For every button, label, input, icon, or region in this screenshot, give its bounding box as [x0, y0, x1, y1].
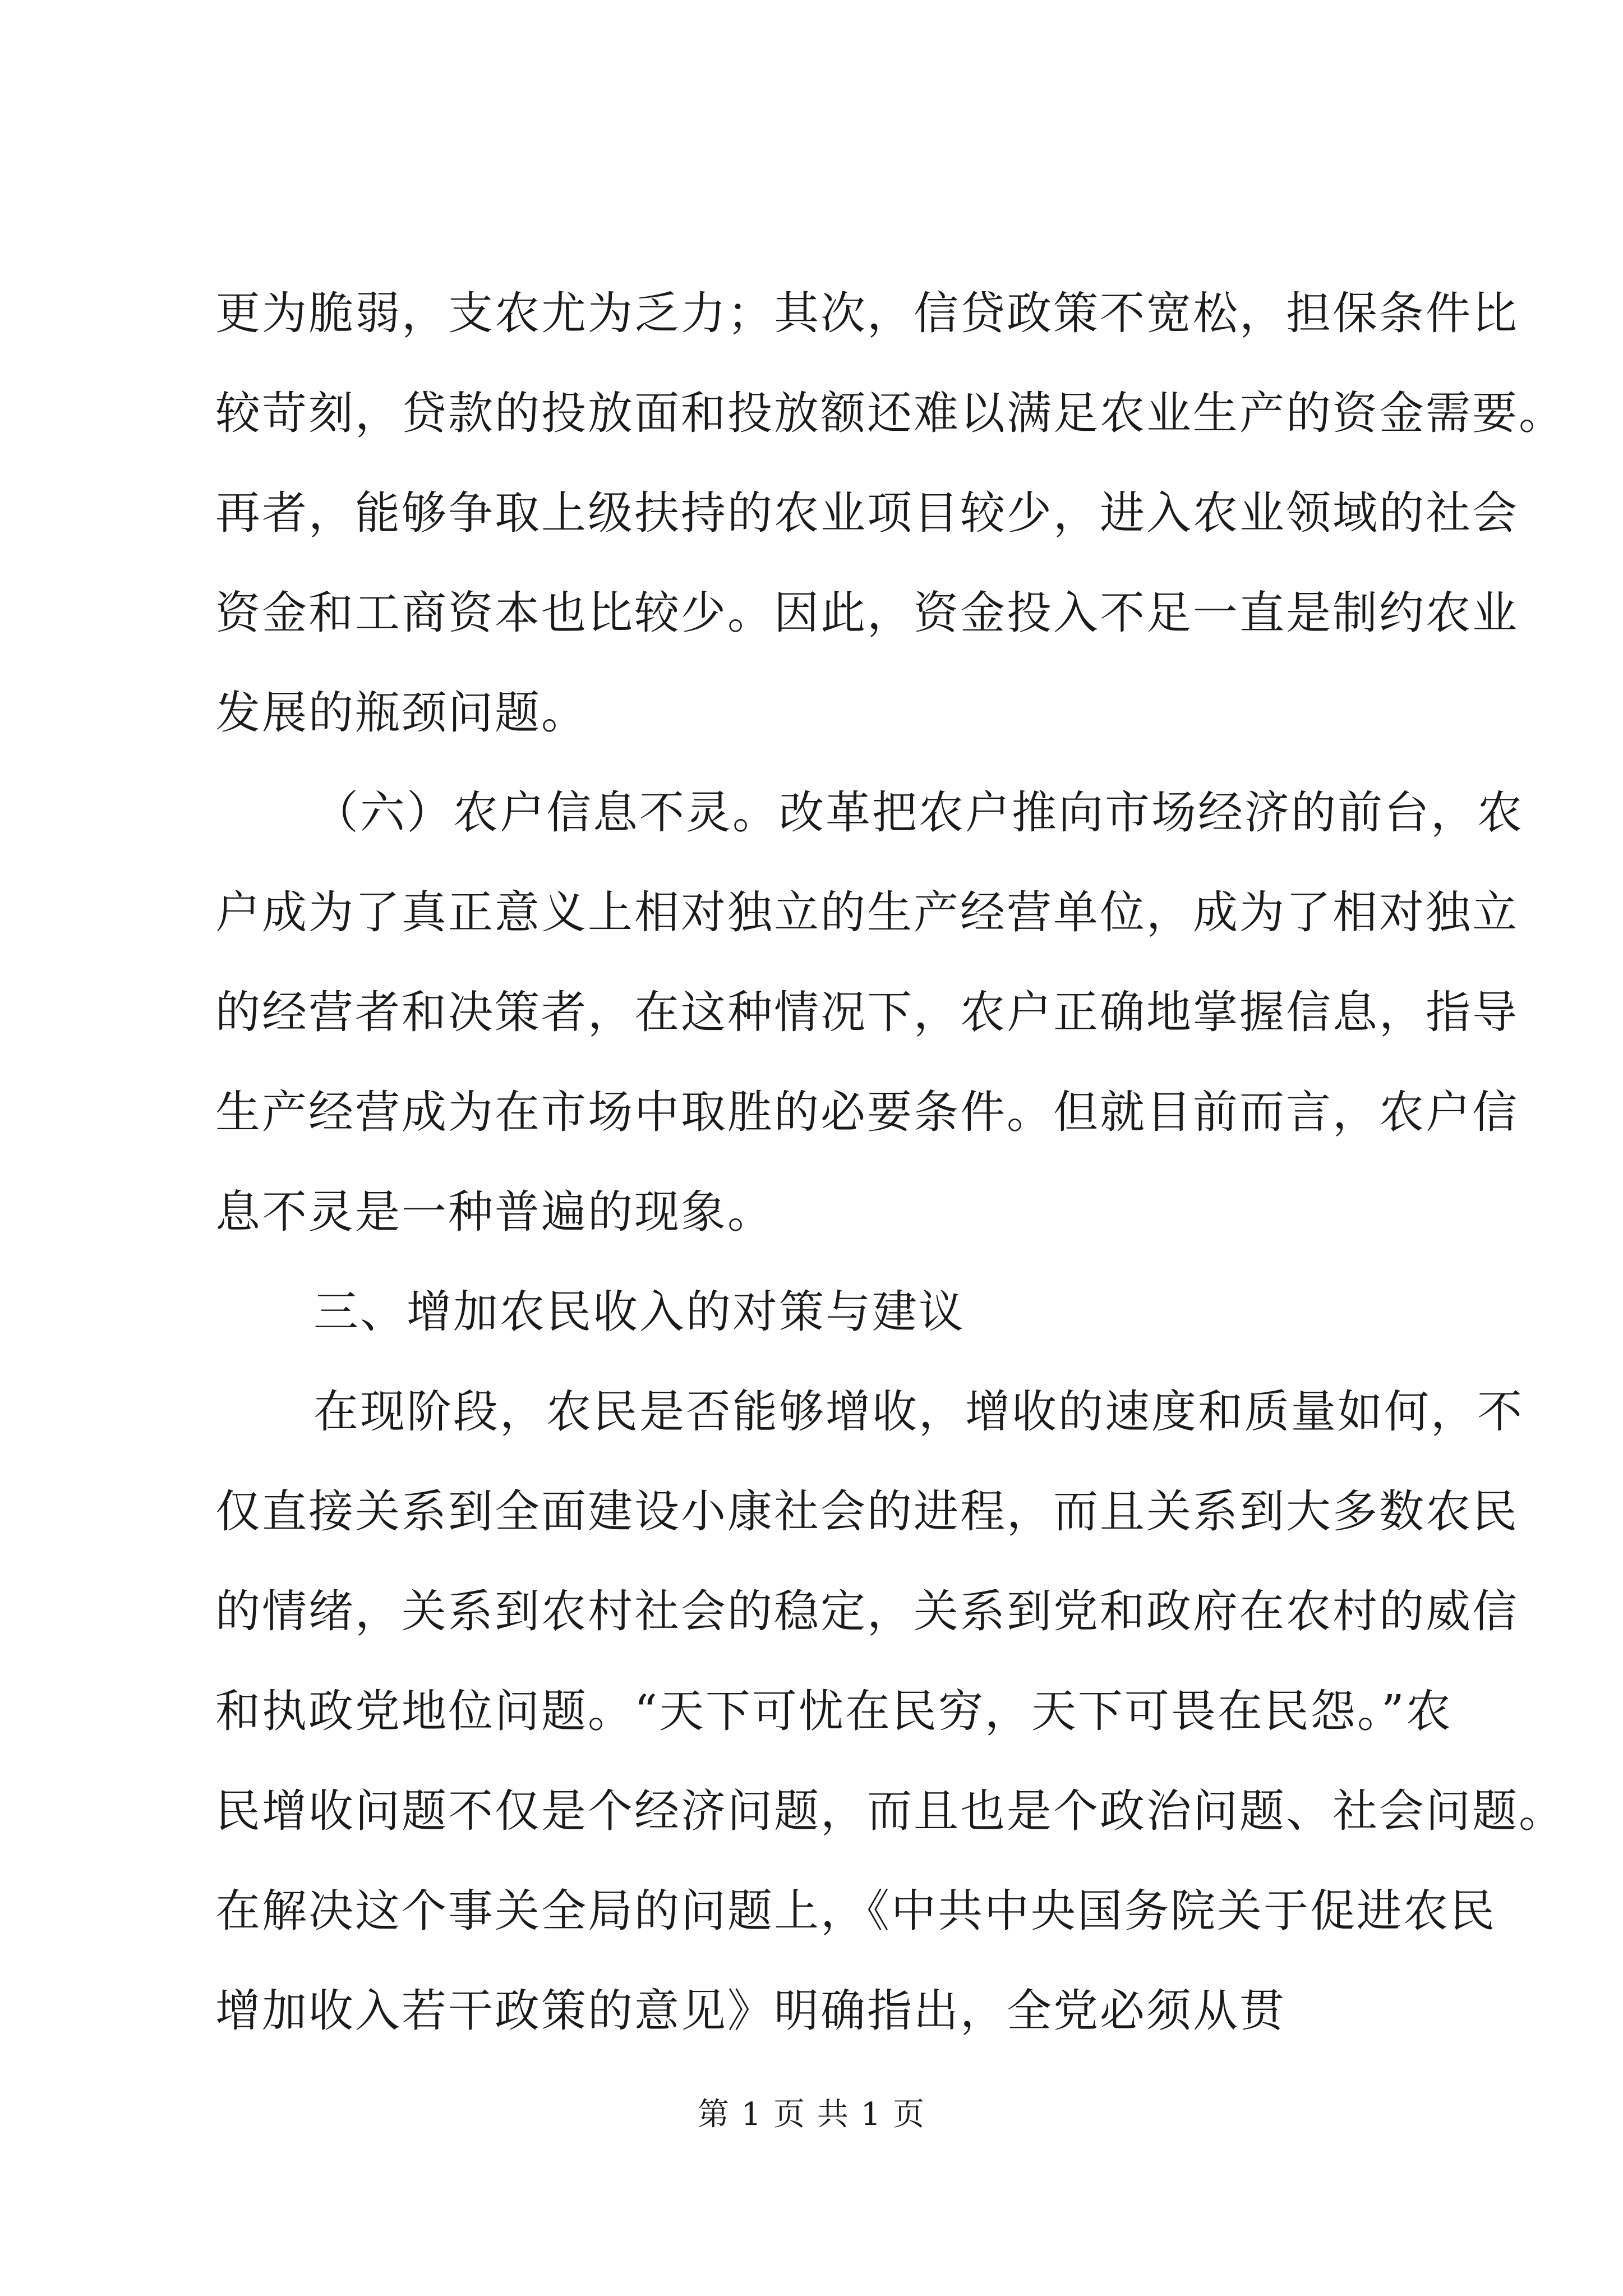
paragraph-line: 更为脆弱，支农尤为乏力；其次，信贷政策不宽松，担保条件比	[215, 287, 1519, 339]
paragraph-line: 发展的瓶颈问题。	[215, 687, 588, 739]
paragraph-line: 生产经营成为在市场中取胜的必要条件。但就目前而言，农户信	[215, 1086, 1519, 1138]
paragraph-line: 资金和工商资本也比较少。因此，资金投入不足一直是制约农业	[215, 587, 1519, 639]
paragraph-line: 在现阶段，农民是否能够增收，增收的速度和质量如何，不	[313, 1386, 1524, 1438]
paragraph-line: 在解决这个事关全局的问题上，《中共中央国务院关于促进农民	[215, 1885, 1496, 1937]
paragraph-line: 的经营者和决策者，在这种情况下，农户正确地掌握信息，指导	[215, 986, 1519, 1038]
paragraph-line: 息不灵是一种普遍的现象。	[215, 1186, 774, 1238]
paragraph-line: 户成为了真正意义上相对独立的生产经营单位，成为了相对独立	[215, 886, 1519, 938]
page-footer: 第 1 页 共 1 页	[697, 2096, 926, 2133]
paragraph-line: 的情绪，关系到农村社会的稳定，关系到党和政府在农村的威信	[215, 1585, 1519, 1637]
paragraph-line: 再者，能够争取上级扶持的农业项目较少，进入农业领域的社会	[215, 487, 1519, 539]
paragraph-line: （六）农户信息不灵。改革把农户推向市场经济的前台，农	[313, 786, 1524, 839]
paragraph-line: 较苛刻，贷款的投放面和投放额还难以满足农业生产的资金需要。	[215, 387, 1565, 439]
paragraph-line: 和执政党地位问题。“天下可忧在民穷，天下可畏在民怨。”农	[215, 1685, 1453, 1737]
paragraph-line: 民增收问题不仅是个经济问题，而且也是个政治问题、社会问题。	[215, 1785, 1565, 1837]
document-body	[215, 264, 1565, 2061]
section-heading: 三、增加农民收入的对策与建议	[313, 1286, 965, 1338]
paragraph-line: 增加收入若干政策的意见》明确指出，全党必须从贯	[215, 1985, 1286, 2037]
paragraph-line: 仅直接关系到全面建设小康社会的进程，而且关系到大多数农民	[215, 1485, 1519, 1538]
